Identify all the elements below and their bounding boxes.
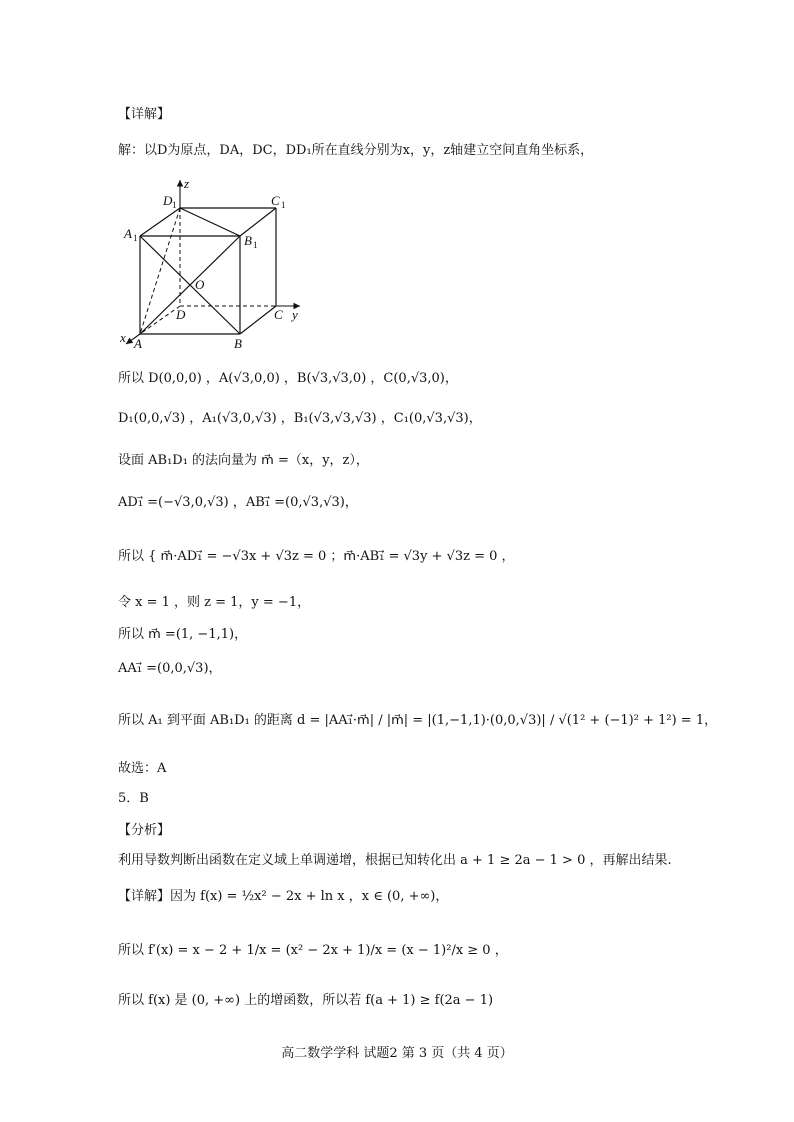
vectors-line: AD₁⃗ =(−√3,0,√3) ，AB₁⃗ =(0,√3,√3)，: [118, 495, 358, 510]
analysis-text: 利用导数判断出函数在定义域上单调递增，根据已知转化出 a + 1 ≥ 2a − 1 > 0 ，再解出结果.: [118, 853, 672, 868]
label-b1-sub: 1: [253, 240, 258, 250]
label-o: O: [195, 277, 205, 292]
system-line: 所以 { m⃗·AD₁⃗ = −√3x + √3z = 0 ；m⃗·AB₁⃗ = √3y + √3z = 0 ，: [118, 549, 515, 564]
aa1-vector-line: AA₁⃗ =(0,0,√3)，: [118, 661, 222, 676]
m-vector-line: 所以 m⃗ =(1, −1,1)，: [118, 627, 248, 642]
normal-vector-line: 设面 AB₁D₁ 的法向量为 m⃗ =（x，y，z），: [118, 453, 369, 468]
coords-line-2: D₁(0,0,√3) ，A₁(√3,0,√3) ，B₁(√3,√3,√3) ，C₁(0,√3,√3)，: [118, 411, 482, 426]
coords-line-1: 所以 D(0,0,0) ，A(√3,0,0) ，B(√3,√3,0) ，C(0,√3,0)，: [118, 371, 458, 386]
answer-line: 故选：A: [118, 761, 167, 776]
question-5-answer: 5．B: [118, 791, 149, 806]
label-a1: A: [124, 226, 132, 241]
distance-line: 所以 A₁ 到平面 AB₁D₁ 的距离 d = |AA₁⃗·m⃗| / |m⃗| = |(1,−1,1)·(0,0,√3)| / √(1² + (−1)² + 1²) = 1，: [118, 713, 718, 728]
label-b1: B: [244, 233, 252, 248]
label-c1: C: [271, 193, 280, 208]
label-d1: D: [163, 193, 173, 208]
page-footer: 高二数学学科 试题2 第 3 页（共 4 页）: [281, 1046, 513, 1061]
detail-5-line-1: 【详解】因为 f(x) = ½x² − 2x + ln x ，x ∈ (0, +∞)，: [118, 889, 449, 904]
label-c1-sub: 1: [281, 200, 286, 210]
detail-heading: 【详解】: [118, 107, 171, 122]
detail-5-line-2: 所以 f′(x) = x − 2 + 1/x = (x² − 2x + 1)/x = (x − 1)²/x ≥ 0 ，: [118, 943, 508, 958]
intro-text: 解：以D为原点，DA，DC，DD₁所在直线分别为x，y，z轴建立空间直角坐标系，: [118, 143, 594, 158]
label-a1-sub: 1: [133, 233, 138, 243]
label-d: D: [176, 307, 186, 322]
label-y: y: [292, 307, 298, 322]
analysis-heading: 【分析】: [118, 823, 171, 838]
label-d1-sub: 1: [172, 200, 177, 210]
label-c: C: [274, 307, 283, 322]
let-x-line: 令 x = 1 ，则 z = 1，y = −1，: [118, 595, 311, 610]
label-x: x: [120, 330, 126, 345]
label-a: A: [134, 336, 142, 351]
label-b: B: [234, 336, 242, 351]
label-z: z: [184, 176, 190, 191]
detail-5-line-3: 所以 f(x) 是 (0, +∞) 上的增函数，所以若 f(a + 1) ≥ f(2a − 1): [118, 993, 494, 1008]
